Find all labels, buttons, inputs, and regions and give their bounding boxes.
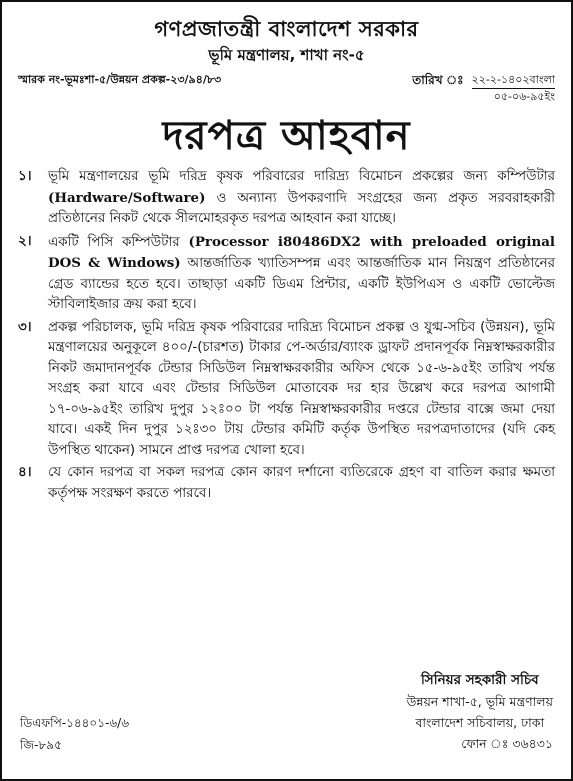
item-text (48, 167, 555, 230)
date-bangla: ২২-২-১৪০২বাংলা (472, 72, 555, 89)
notice-header (18, 16, 555, 66)
notice-item (18, 167, 555, 230)
signatory-location: বাংলাদেশ সচিবালয়, ঢাকা (415, 715, 545, 730)
date-block (412, 72, 555, 105)
item-text (48, 463, 555, 504)
signature-block (407, 670, 553, 754)
item-text-segment: আন্তর্জাতিক খ্যাতিসম্পন্ন এবং আন্তর্জাতিক মান নিয়ন্ত্রণ প্রতিষ্ঠানের গ্রেড ব্যান্ডের হতে হবে। তাছাড়া একটি ডিএম প্রিন্টার, একটি ইউপিএস ও একটি ভোল্টেজ স্টাবিলাইজার ক্রয় করা হবে। (48, 256, 556, 312)
signatory-office: উন্নয়ন শাখা-৫, ভূমি মন্ত্রণালয় (406, 694, 553, 709)
notice-item (18, 232, 555, 316)
item-text-english-segment: (Hardware/Software) (48, 189, 206, 206)
item-text-segment: ও অন্যান্য উপকরণাদি সংগ্রহের জন্য প্রকৃত সরবরাহকারী প্রতিষ্ঠানের নিকট থেকে সীলমোহরকৃত দরপত্র আহবান করা যাচ্ছে। (48, 190, 555, 226)
footer-codes (20, 712, 129, 756)
item-number: ৪। (18, 465, 32, 480)
government-title: গণপ্রজাতন্ত্রী বাংলাদেশ সরকার (154, 17, 419, 41)
item-text-english-segment: (Processor i80486DX2 with preloaded original DOS & Windows) (48, 233, 555, 271)
item-text (48, 318, 555, 462)
item-number: ১। (18, 169, 32, 184)
item-text-segment: একটি পিসি কম্পিউটার (48, 234, 189, 250)
notice-items (18, 167, 555, 504)
date-label: তারিখ ঃ (412, 73, 464, 87)
notice-item (18, 463, 555, 504)
item-text (48, 232, 555, 316)
signatory-phone: ফোন ঃ ৩৬৪৩১ (461, 736, 553, 751)
dfp-code: ডিএফপি-১৪৪০১-৬/৬ (20, 716, 129, 730)
item-number: ২। (18, 233, 32, 249)
ministry-branch: ভূমি মন্ত্রণালয়, শাখা নং-৫ (208, 46, 365, 64)
g-code: জি-৮৯৫ (20, 738, 62, 752)
date-values (472, 72, 555, 105)
memo-number: স্মারক নং-ভূমঃশা-৫/উন্নয়ন প্রকল্প-২৩/৯৪/৮৩ (18, 73, 222, 86)
date-english: ০৫-০৬-৯৫ইং (493, 90, 555, 103)
item-text-segment: প্রকল্প পরিচালক, ভূমি দরিদ্র কৃষক পরিবারের দারিদ্র্য বিমোচন প্রকল্প ও যুগ্ম-সচিব (উন্নয়ন), ভূমি মন্ত্রণালয়ের অনুকূলে ৪০০/-(চারশত) টাকার পে-অর্ডার/ব্যাংক ড্রাফট প্রদানপূর্বক নিম্নস্বাক্ষরকারীর নিকট জমাদানপূর্বক টেন্ডার সিডিউল নিম্নস্বাক্ষরকারীর অফিস থেকে ১৫-৬-৯৫ইং তারিখ পর্যন্ত সংগ্রহ করা যাবে এবং টেন্ডার সিডিউল মোতাবেক দর হার উল্লেখ করে দরপত্র আগামী ১৭-০৬-৯৫ইং তারিখ দুপুর ১২ঃ০০ টা পর্যন্ত নিম্নস্বাক্ষরকারীর দপ্তরে টেন্ডার বাক্সে জমা দেয়া যাবে। একই দিন দুপুর ১২ঃ৩০ টায় টেন্ডার কমিটি কর্তৃক উপস্থিত দরপত্রদাতাদের (যদি কেহ উপস্থিত থাকেন) সামনে প্রাপ্ত দরপত্র খোলা হবে। (48, 319, 555, 458)
item-number: ৩। (18, 319, 32, 335)
notice-title: দরপত্র আহবান (162, 113, 411, 159)
reference-row (18, 72, 555, 105)
item-text-segment: ভূমি মন্ত্রণালয়ের ভূমি দরিদ্র কৃষক পরিবারের দারিদ্র্য বিমোচন প্রকল্পের জন্য কম্পিউটার (48, 169, 555, 184)
signatory-designation: সিনিয়র সহকারী সচিব (420, 672, 539, 688)
notice-item (18, 318, 555, 462)
item-text-segment: যে কোন দরপত্র বা সকল দরপত্র কোন কারণ দর্শানো ব্যতিরেকে গ্রহণ বা বাতিল করার ক্ষমতা কর্তৃপক্ষ সংরক্ষণ করতে পারবে। (48, 465, 555, 501)
